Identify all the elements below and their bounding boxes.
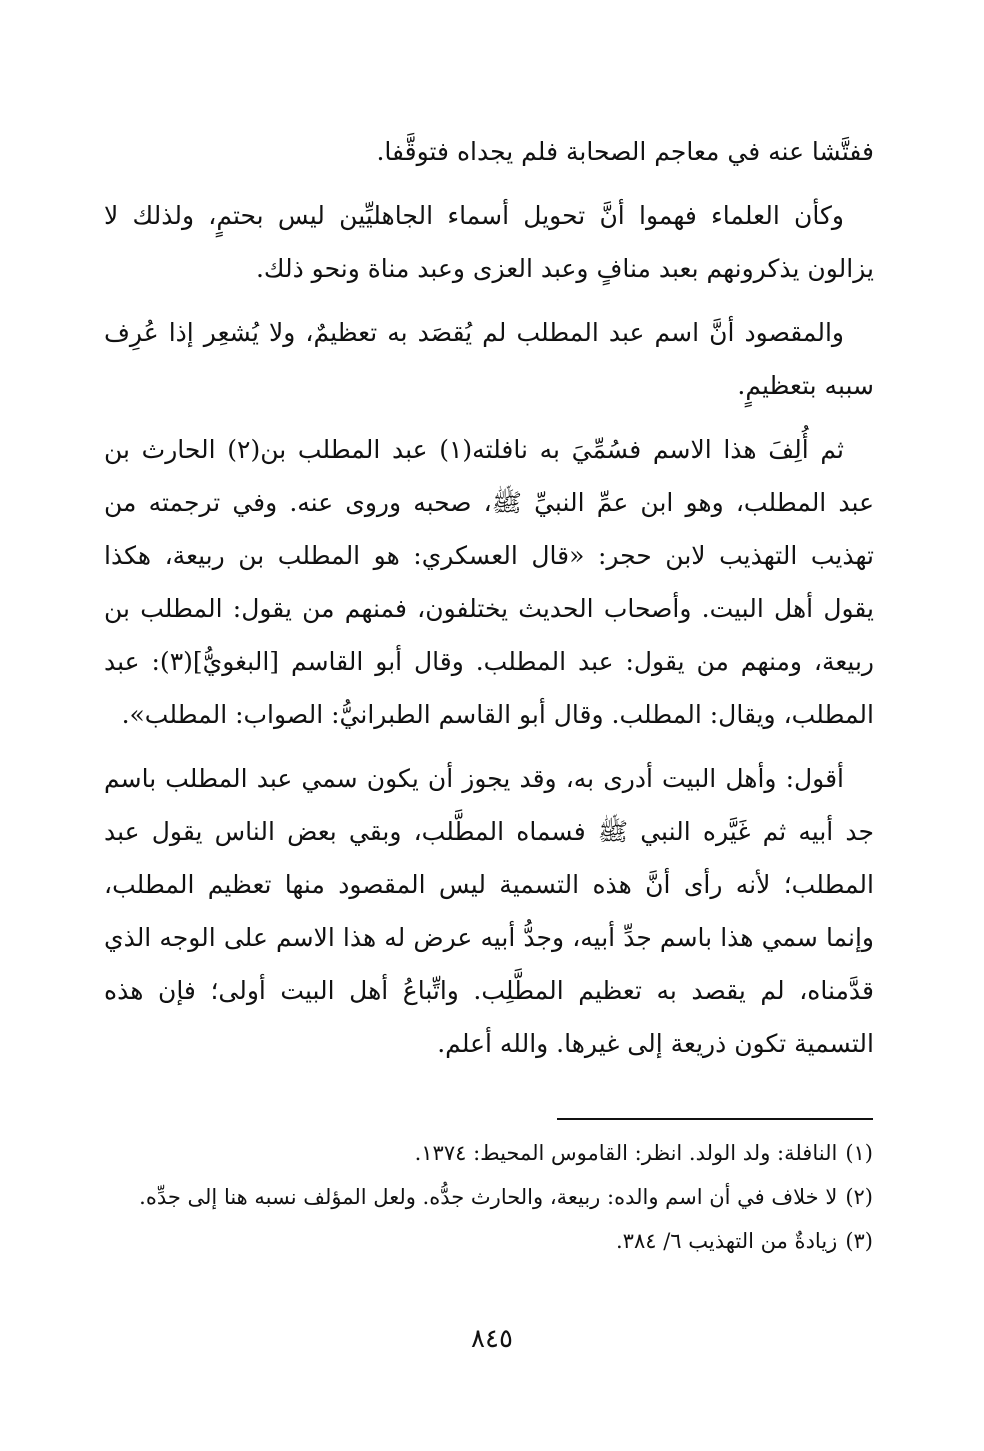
footnote-text: النافلة: ولد الولد. انظر: القاموس المحيط: ١٣٧٤. [414, 1141, 838, 1165]
paragraph: والمقصود أنَّ اسم عبد المطلب لم يُقصَد به تعظيمٌ، ولا يُشعِر إذا عُرِف سببه بتعظيمٍ. [104, 318, 874, 400]
paragraph: ففتَّشا عنه في معاجم الصحابة فلم يجداه فتوقَّفا. [376, 137, 874, 166]
paragraph: وكأن العلماء فهموا أنَّ تحويل أسماء الجاهليِّين ليس بحتمٍ، ولذلك لا يزالون يذكرونهم بعبد منافٍ وعبد العزى وعبد مناة ونحو ذلك. [104, 201, 874, 283]
footnote-separator [557, 1118, 873, 1120]
paragraph: أقول: وأهل البيت أدرى به، وقد يجوز أن يكون سمي عبد المطلب باسم جد أبيه ثم غَيَّره النبي ﷺ فسماه المطَّلب، وبقي بعض الناس يقول عبد المطلب؛ لأنه رأى أنَّ هذه التسمية ليس المقصود منها تعظيم المطلب، وإنما سمي هذا باسم جدِّ أبيه، وجدُّ أبيه عرض له هذا الاسم على الوجه الذي قدَّمناه، لم يقصد به تعظيم المطَّلِب. واتِّباعُ أهل البيت أولى؛ فإن هذه التسمية تكون ذريعة إلى غيرها. والله أعلم. [104, 764, 874, 1058]
paragraph: ثم أُلِفَ هذا الاسم فسُمِّيَ به نافلته(١) عبد المطلب بن(٢) الحارث بن عبد المطلب، وهو ابن عمِّ النبيِّ ﷺ، صحبه وروى عنه. وفي ترجمته من تهذيب التهذيب لابن حجر: «قال العسكري: هو المطلب بن ربيعة، هكذا يقول أهل البيت. وأصحاب الحديث يختلفون، فمنهم من يقول: المطلب بن ربيعة، ومنهم من يقول: عبد المطلب. وقال أبو القاسم [البغويُّ](٣): عبد المطلب، ويقال: المطلب. وقال أبو القاسم الطبرانيُّ: الصواب: المطلب». [104, 435, 874, 729]
footnotes [100, 1134, 873, 1266]
footnote [100, 1178, 873, 1216]
footnote-number: (٢) [845, 1185, 873, 1209]
main-text [104, 125, 874, 1081]
page-number: ٨٤٥ [471, 1324, 513, 1354]
footnote-number: (٣) [845, 1229, 873, 1253]
footnote [100, 1222, 873, 1260]
footnote [100, 1134, 873, 1172]
footnote-text: لا خلاف في أن اسم والده: ربيعة، والحارث جدُّه. ولعل المؤلف نسبه هنا إلى جدِّه. [139, 1185, 838, 1209]
footnote-text: زيادةٌ من التهذيب ٦/ ٣٨٤. [615, 1229, 838, 1253]
footnote-number: (١) [845, 1141, 873, 1165]
